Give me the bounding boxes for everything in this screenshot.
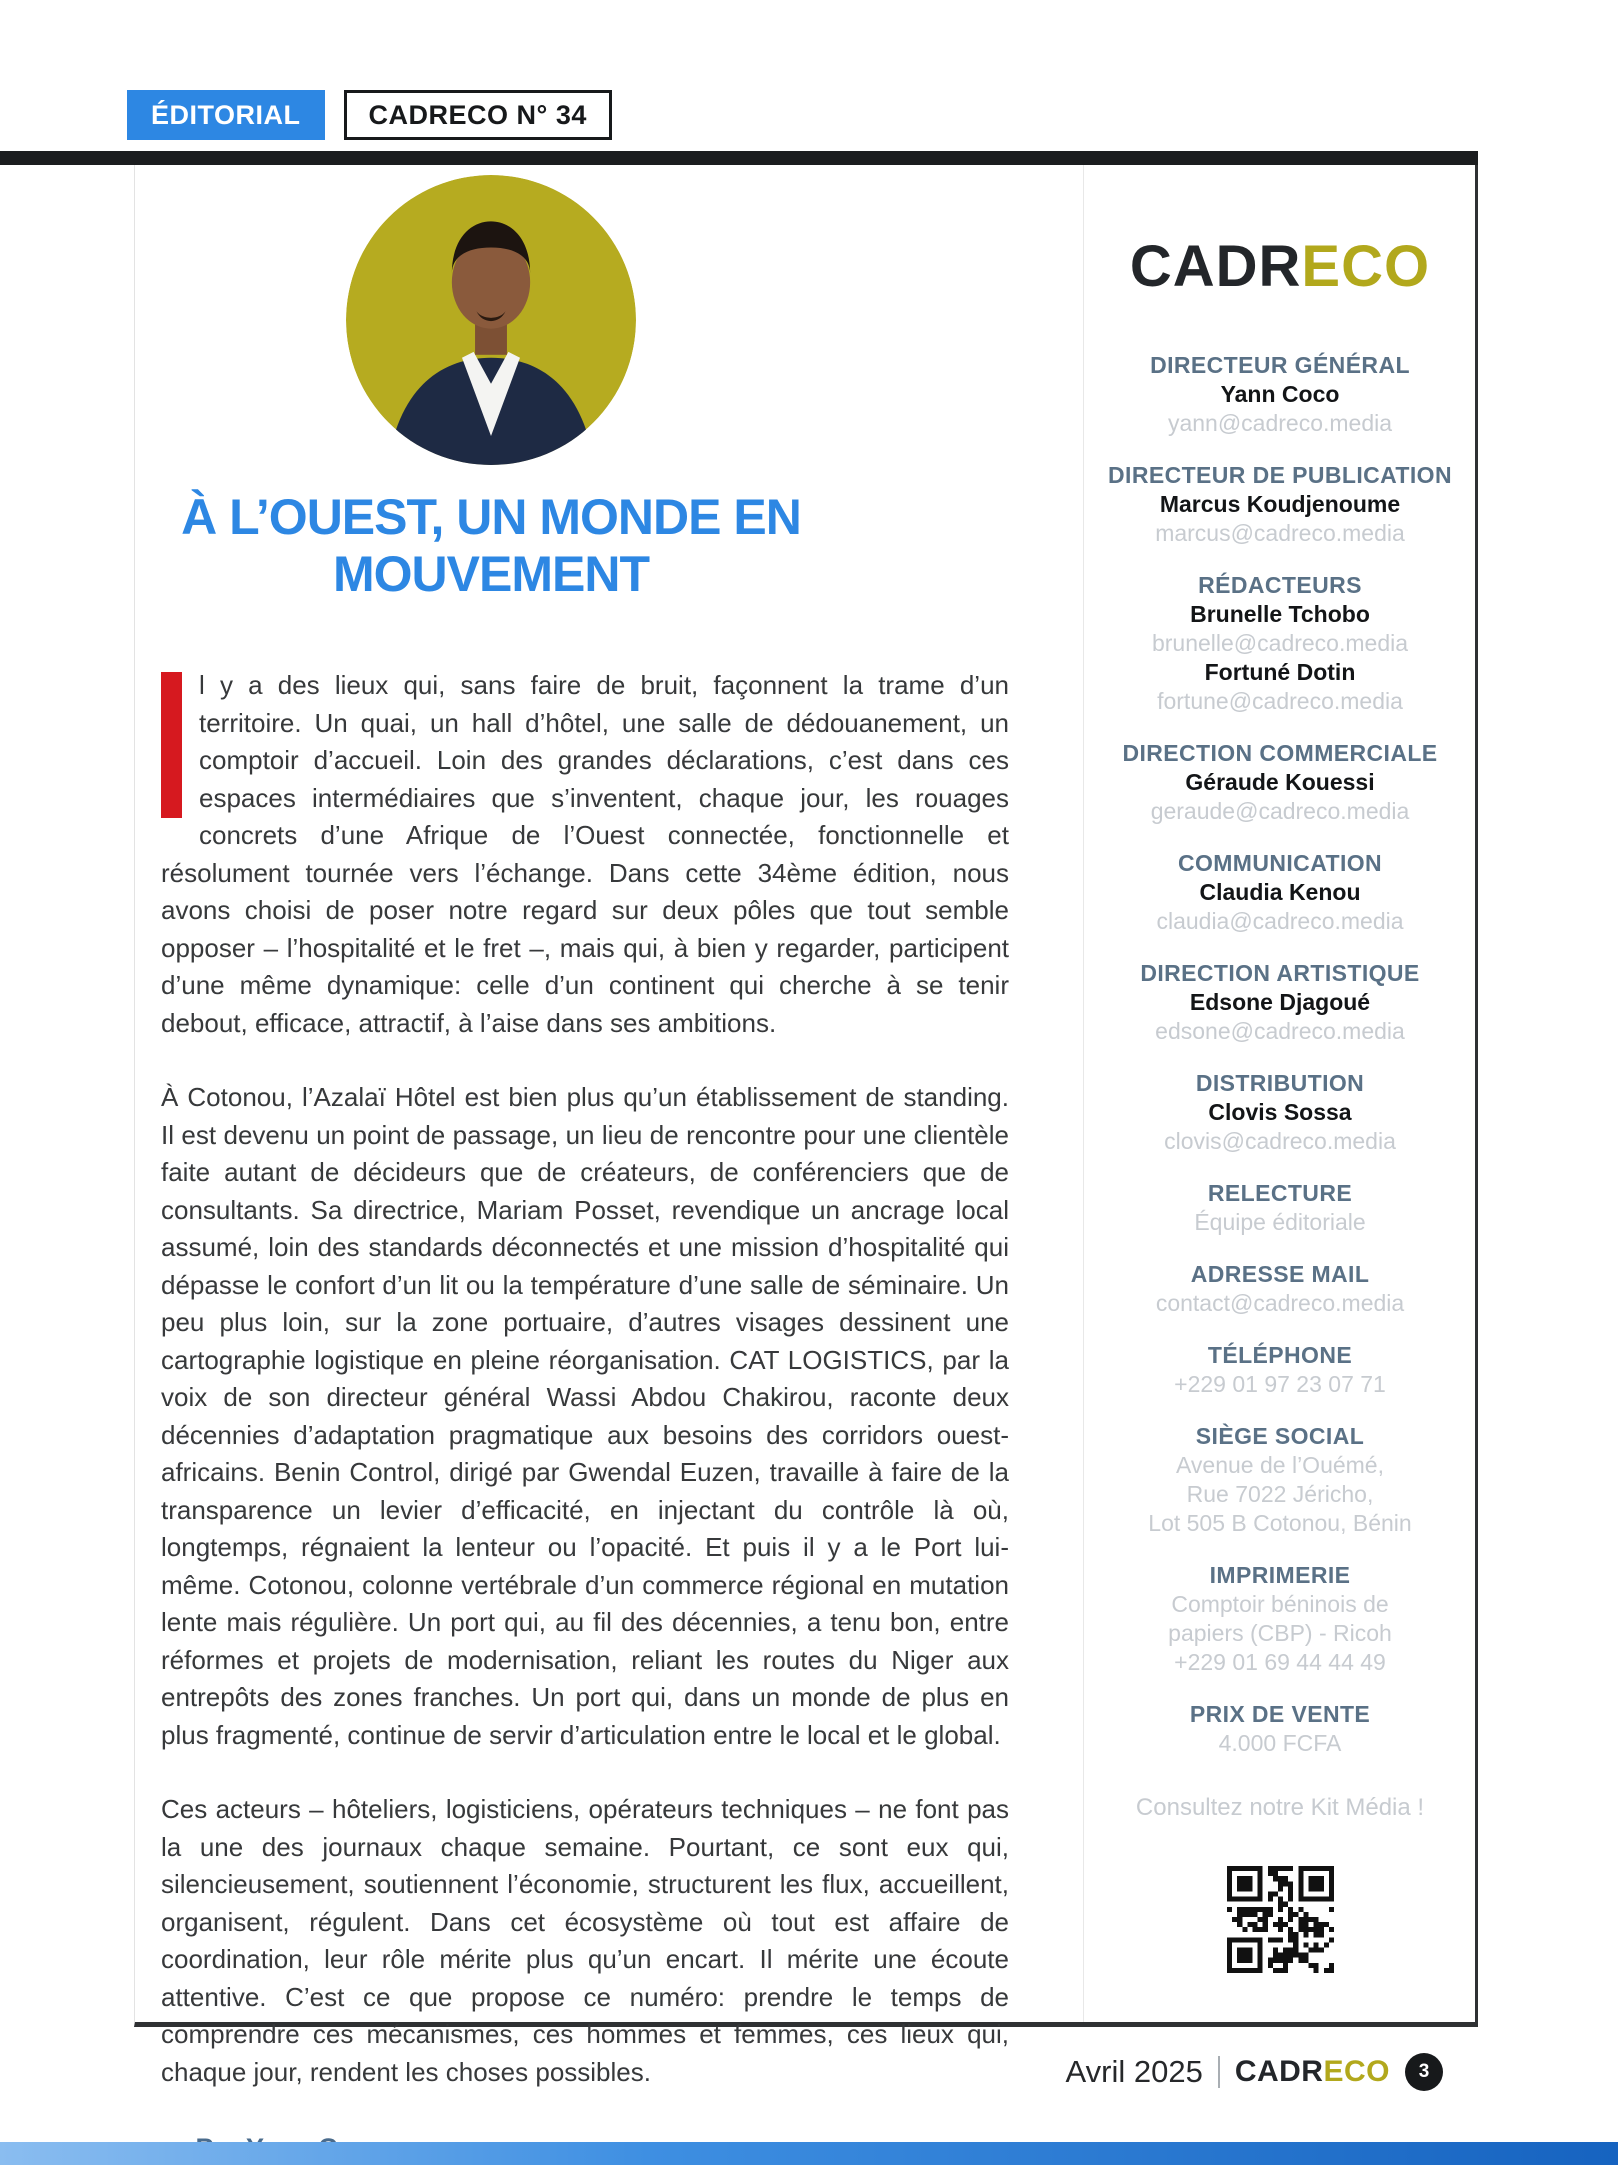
footer-brand-dark: CADR xyxy=(1234,2055,1324,2088)
cadreco-logo xyxy=(1084,234,1476,299)
masthead-role-title: TÉLÉPHONE xyxy=(1207,1342,1353,1368)
masthead-role-title: PRIX DE VENTE xyxy=(1189,1701,1371,1727)
masthead-person-name: Géraude Kouessi xyxy=(1185,769,1375,795)
masthead-section xyxy=(1084,739,1476,826)
footer-brand xyxy=(1235,2055,1390,2089)
masthead-person-name: Brunelle Tchobo xyxy=(1190,601,1370,627)
masthead-contact-line: brunelle@cadreco.media xyxy=(1151,630,1409,656)
masthead-role-title: RELECTURE xyxy=(1207,1180,1353,1206)
masthead-section xyxy=(1084,1179,1476,1237)
masthead-role-title: DIRECTION ARTISTIQUE xyxy=(1140,960,1420,986)
masthead-section xyxy=(1084,351,1476,438)
masthead-role-title: DIRECTEUR GÉNÉRAL xyxy=(1150,352,1410,378)
masthead-contact-line: claudia@cadreco.media xyxy=(1156,908,1404,934)
masthead-section xyxy=(1084,1069,1476,1156)
masthead-contact-line: Avenue de l’Ouémé, xyxy=(1176,1452,1384,1478)
masthead-contact-line: +229 01 69 44 44 49 xyxy=(1174,1649,1386,1675)
masthead-contact-line: +229 01 97 23 07 71 xyxy=(1174,1371,1386,1397)
qr-code xyxy=(1227,1866,1334,1973)
masthead-contact-line: yann@cadreco.media xyxy=(1167,410,1393,436)
footer-brand-olive: ECO xyxy=(1323,2055,1390,2088)
masthead-person-name: Edsone Djagoué xyxy=(1189,989,1371,1015)
masthead-role-title: IMPRIMERIE xyxy=(1209,1562,1351,1588)
masthead-contact-line: Rue 7022 Jéricho, xyxy=(1186,1481,1374,1507)
masthead-role-title: RÉDACTEURS xyxy=(1198,572,1362,598)
article-paragraph-3: Ces acteurs – hôteliers, logisticiens, opérateurs techniques – ne font pas la une des journaux chaque semaine. Pourtant, ce sont eux qui, silencieusement, soutiennent l’économie, structurent les flux, accueillent, organisent, régulent. Dans cet écosystème où tout est affaire de coordination, leur rôle mérite plus qu’un encart. Il mérite une écoute attentive. C’est ce que propose ce numéro: prendre le temps de comprendre ces mécanismes, ces hommes et femmes, ces lieux qui, chaque jour, rendent les choses possibles. xyxy=(161,1794,1009,2087)
editorial-badge: ÉDITORIAL xyxy=(127,90,325,140)
masthead-person-name: Marcus Koudjenoume xyxy=(1159,491,1401,517)
masthead-person-name: Fortuné Dotin xyxy=(1204,659,1356,685)
masthead-person-name: Clovis Sossa xyxy=(1208,1099,1352,1125)
page-header xyxy=(127,90,612,140)
portrait-photo xyxy=(346,175,636,465)
bottom-accent-band xyxy=(0,2142,1618,2165)
masthead-contact-line: clovis@cadreco.media xyxy=(1164,1128,1396,1154)
masthead-role-title: COMMUNICATION xyxy=(1177,850,1383,876)
logo-part-dark: CADR xyxy=(1129,234,1302,299)
masthead-role-title: DIRECTION COMMERCIALE xyxy=(1122,740,1438,766)
article-paragraph-1 xyxy=(161,667,1009,1042)
issue-label: CADRECO N° 34 xyxy=(344,90,612,140)
masthead-role-title: DIRECTEUR DE PUBLICATION xyxy=(1108,462,1452,488)
masthead-section xyxy=(1084,461,1476,548)
footer-divider xyxy=(1218,2056,1220,2088)
article-title-line2: MOUVEMENT xyxy=(333,546,649,602)
top-rule xyxy=(0,151,1478,165)
masthead-role-title: ADRESSE MAIL xyxy=(1190,1261,1370,1287)
masthead-contact-line: Lot 505 B Cotonou, Bénin xyxy=(1148,1510,1412,1536)
masthead-section xyxy=(1084,1700,1476,1758)
masthead-contact-line: geraude@cadreco.media xyxy=(1150,798,1410,824)
masthead-person-name: Yann Coco xyxy=(1220,381,1340,407)
article-column xyxy=(161,165,1009,2164)
masthead-section xyxy=(1084,959,1476,1046)
article-title xyxy=(161,489,821,603)
masthead-sidebar xyxy=(1083,165,1476,2022)
page-number-badge: 3 xyxy=(1405,2053,1443,2091)
article-hero xyxy=(161,175,821,603)
masthead-section xyxy=(1084,849,1476,936)
masthead-contact-line: 4.000 FCFA xyxy=(1218,1730,1342,1756)
logo-part-olive: ECO xyxy=(1301,234,1431,299)
article-title-line1: À L’OUEST, UN MONDE EN xyxy=(181,489,801,545)
masthead-contact-line: contact@cadreco.media xyxy=(1155,1290,1405,1316)
drop-cap-bar xyxy=(161,672,182,818)
footer-date: Avril 2025 xyxy=(1065,2054,1203,2089)
paragraph-text: l y a des lieux qui, sans faire de bruit, façonnent la trame d’un territoire. Un quai, un hall d’hôtel, une salle de dédouanement, un comptoir d’accueil. Loin des grandes déclarations, c’est dans ces espaces intermédiaires que s’inventent, chaque jour, les rouages concrets d’une Afrique de l’Ouest connectée, fonctionnelle et résolument tournée vers l’échange. Dans cette 34ème édition, nous avons choisi de poser notre regard sur deux pôles que tout semble opposer – l’hospitalité et le fret –, mais qui, à bien y regarder, participent d’une même dynamique: celle d’un continent qui cherche à se tenir debout, efficace, attractif, à l’aise dans ses ambitions. xyxy=(161,670,1009,1038)
masthead-contact-line: marcus@cadreco.media xyxy=(1155,520,1405,546)
masthead-section xyxy=(1084,1561,1476,1677)
kit-media-note: Consultez notre Kit Média ! xyxy=(1135,1794,1425,1821)
masthead-contact-line: fortune@cadreco.media xyxy=(1157,688,1403,714)
masthead-section xyxy=(1084,1422,1476,1538)
masthead-contact-line: Équipe éditoriale xyxy=(1194,1209,1366,1235)
masthead-section xyxy=(1084,1341,1476,1399)
masthead-role-title: SIÈGE SOCIAL xyxy=(1195,1423,1365,1449)
page-footer xyxy=(1066,2050,1443,2094)
masthead-contact-line: Comptoir béninois de xyxy=(1171,1591,1389,1617)
masthead-sections xyxy=(1084,351,1476,1758)
masthead-person-name: Claudia Kenou xyxy=(1199,879,1361,905)
masthead-section xyxy=(1084,1260,1476,1318)
article-paragraph-2: À Cotonou, l’Azalaï Hôtel est bien plus qu’un établissement de standing. Il est devenu un point de passage, un lieu de rencontre pour une clientèle faite autant de décideurs que de créateurs, de conférenciers que de consultants. Sa directrice, Mariam Posset, revendique un ancrage local assumé, loin des standards déconnectés et une mission d’hospitalité qui dépasse le confort d’un lit ou la température d’une salle de séminaire. Un peu plus loin, sur la zone portuaire, d’autres visages dessinent une cartographie logistique en pleine réorganisation. CAT LOGISTICS, par la voix de son directeur général Wassi Abdou Chakirou, raconte deux décennies d’adaptation pragmatique aux besoins des corridors ouest-africains. Benin Control, dirigé par Gwendal Euzen, travaille à faire de la transparence un levier d’efficacité, en injectant du contrôle là où, longtemps, régnaient la lenteur ou l’opacité. Et puis il y a le Port lui-même. Cotonou, colonne vertébrale d’un commerce régional en mutation lente mais régulière. Un port qui, au fil des décennies, a tenu bon, entre réformes et projets de modernisation, reliant les routes du Niger aux entrepôts des zones franches. Un port qui, dans un monde de plus en plus fragmenté, continue de servir d’articulation entre le local et le global. xyxy=(161,1082,1009,1750)
masthead-contact-line: edsone@cadreco.media xyxy=(1155,1018,1405,1044)
masthead-section xyxy=(1084,571,1476,716)
masthead-contact-line: papiers (CBP) - Ricoh xyxy=(1168,1620,1392,1646)
masthead-role-title: DISTRIBUTION xyxy=(1195,1070,1365,1096)
